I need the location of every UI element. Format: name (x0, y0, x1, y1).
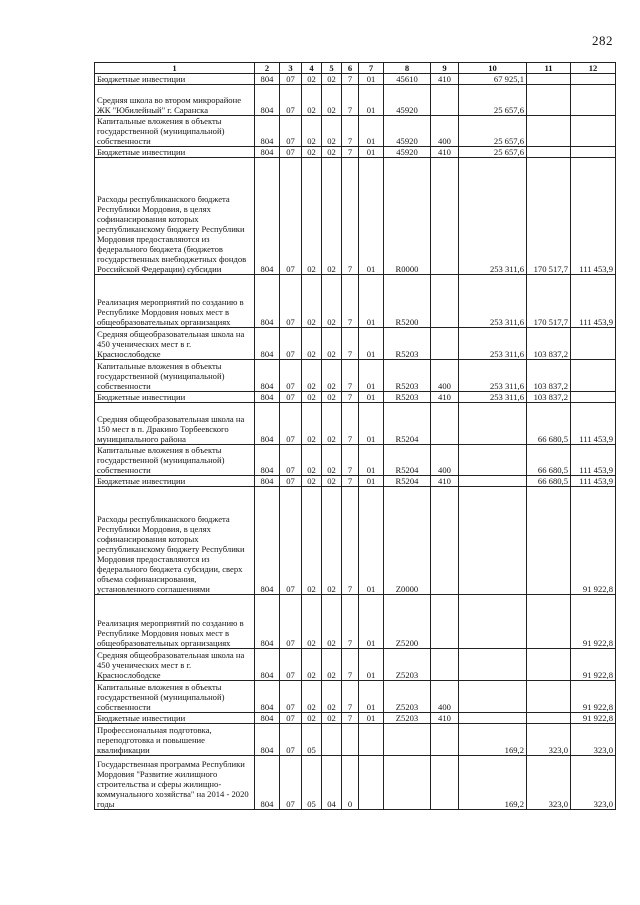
row-code: 07 (280, 487, 302, 595)
row-code: 05 (302, 756, 322, 810)
row-code (384, 724, 431, 756)
budget-table (94, 62, 616, 810)
row-code: 02 (322, 403, 342, 445)
row-name: Средняя общеобразовательная школа на 450 ученических мест в г. Краснослободске (95, 328, 255, 360)
row-code: 02 (322, 85, 342, 116)
row-name: Капитальные вложения в объекты государственной (муниципальной) собственности (95, 360, 255, 392)
row-value-2021 (571, 85, 616, 116)
row-code: Z5203 (384, 681, 431, 713)
row-code: 02 (322, 476, 342, 487)
row-code: R5203 (384, 328, 431, 360)
row-value-2020: 66 680,5 (527, 403, 571, 445)
row-code: 07 (280, 595, 302, 649)
row-code: 7 (342, 713, 359, 724)
table-row (95, 713, 616, 724)
row-code: 804 (255, 85, 280, 116)
row-code: 01 (359, 595, 384, 649)
row-code: 05 (302, 724, 322, 756)
row-value-2021 (571, 147, 616, 158)
row-code: 01 (359, 147, 384, 158)
page-number: 282 (592, 33, 613, 48)
row-code: 02 (302, 445, 322, 476)
row-code: 02 (322, 158, 342, 275)
row-code: 804 (255, 74, 280, 85)
row-code: 45920 (384, 116, 431, 147)
row-code: R5204 (384, 476, 431, 487)
row-code (431, 158, 459, 275)
row-code: 07 (280, 713, 302, 724)
table-body (95, 74, 616, 810)
table-row (95, 756, 616, 810)
row-value-2019: 253 311,6 (459, 392, 527, 403)
row-code (431, 85, 459, 116)
row-value-2020: 66 680,5 (527, 476, 571, 487)
row-code: R5203 (384, 360, 431, 392)
table-row (95, 328, 616, 360)
row-code (431, 403, 459, 445)
row-code: 02 (302, 116, 322, 147)
row-code: 07 (280, 476, 302, 487)
row-code: 804 (255, 756, 280, 810)
row-value-2020: 323,0 (527, 724, 571, 756)
row-code: 410 (431, 713, 459, 724)
row-code: 7 (342, 116, 359, 147)
row-code: 7 (342, 681, 359, 713)
table-row (95, 85, 616, 116)
row-code: 02 (302, 476, 322, 487)
row-code: R5204 (384, 445, 431, 476)
row-code: 02 (322, 74, 342, 85)
row-value-2020: 66 680,5 (527, 445, 571, 476)
row-code: 7 (342, 275, 359, 328)
row-value-2021: 91 922,8 (571, 595, 616, 649)
row-code: 01 (359, 85, 384, 116)
row-code: 01 (359, 360, 384, 392)
row-code: 804 (255, 158, 280, 275)
table-row (95, 487, 616, 595)
column-header: 8 (384, 63, 431, 74)
row-code: 07 (280, 724, 302, 756)
row-code: 410 (431, 476, 459, 487)
row-value-2019 (459, 445, 527, 476)
row-code: 02 (302, 392, 322, 403)
row-code: 804 (255, 487, 280, 595)
row-value-2019: 169,2 (459, 756, 527, 810)
row-code: 01 (359, 158, 384, 275)
row-code (431, 756, 459, 810)
row-code: 804 (255, 595, 280, 649)
row-code: 01 (359, 403, 384, 445)
row-value-2020: 323,0 (527, 756, 571, 810)
row-code: 804 (255, 116, 280, 147)
row-code: 07 (280, 158, 302, 275)
table-row (95, 74, 616, 85)
row-value-2021 (571, 328, 616, 360)
row-code: 7 (342, 487, 359, 595)
row-code (342, 724, 359, 756)
table-row (95, 595, 616, 649)
row-value-2021: 323,0 (571, 724, 616, 756)
row-value-2019 (459, 713, 527, 724)
row-value-2019 (459, 595, 527, 649)
table-row (95, 445, 616, 476)
row-code: 02 (322, 328, 342, 360)
table-row (95, 158, 616, 275)
row-value-2020 (527, 595, 571, 649)
row-code: 804 (255, 445, 280, 476)
row-value-2020: 103 837,2 (527, 360, 571, 392)
row-code: 02 (322, 595, 342, 649)
row-name: Расходы республиканского бюджета Республики Мордовия, в целях софинансирования которых республиканскому бюджету Республики Мордовия предоставляются из федерального бюджета субсидии, сверх объема софинансирования, установленного соглашениями (95, 487, 255, 595)
row-code: 02 (322, 392, 342, 403)
row-code: 804 (255, 147, 280, 158)
row-value-2020: 170 517,7 (527, 158, 571, 275)
row-code: 02 (302, 681, 322, 713)
row-value-2019: 25 657,6 (459, 147, 527, 158)
row-value-2021: 91 922,8 (571, 713, 616, 724)
row-code: 7 (342, 360, 359, 392)
row-code: 400 (431, 681, 459, 713)
column-header: 12 (571, 63, 616, 74)
table-row (95, 392, 616, 403)
column-header: 11 (527, 63, 571, 74)
row-code: 02 (322, 713, 342, 724)
row-code: 7 (342, 403, 359, 445)
table-row (95, 275, 616, 328)
row-code: 01 (359, 649, 384, 681)
row-code: 02 (302, 403, 322, 445)
table-row (95, 681, 616, 713)
row-code: 7 (342, 158, 359, 275)
row-name: Средняя общеобразовательная школа на 450 ученических мест в г. Краснослободске (95, 649, 255, 681)
column-header: 5 (322, 63, 342, 74)
row-value-2020: 170 517,7 (527, 275, 571, 328)
row-code: 804 (255, 360, 280, 392)
row-code: 07 (280, 649, 302, 681)
row-value-2021 (571, 116, 616, 147)
row-code: 804 (255, 328, 280, 360)
row-name: Государственная программа Республики Мордовия "Развитие жилищного строительства и сферы жилищно-коммунального хозяйства" на 2014 - 2020 годы (95, 756, 255, 810)
row-code (431, 487, 459, 595)
row-code: 02 (322, 275, 342, 328)
table-row (95, 147, 616, 158)
row-code: 07 (280, 403, 302, 445)
row-name: Бюджетные инвестиции (95, 147, 255, 158)
row-code (431, 724, 459, 756)
row-code: 02 (302, 85, 322, 116)
row-code: 02 (302, 158, 322, 275)
row-value-2019: 169,2 (459, 724, 527, 756)
row-name: Бюджетные инвестиции (95, 713, 255, 724)
row-code: 400 (431, 360, 459, 392)
table-row (95, 116, 616, 147)
row-code: R5200 (384, 275, 431, 328)
row-value-2019 (459, 487, 527, 595)
row-code (431, 595, 459, 649)
row-name: Капитальные вложения в объекты государственной (муниципальной) собственности (95, 681, 255, 713)
row-value-2020 (527, 85, 571, 116)
row-name: Капитальные вложения в объекты государственной (муниципальной) собственности (95, 445, 255, 476)
row-name: Расходы республиканского бюджета Республики Мордовия, в целях софинансирования которых республиканскому бюджету Республики Мордовия предоставляются из федерального бюджета (бюджетов государственных внебюджетных фондов Российской Федерации) субсидии (95, 158, 255, 275)
row-code: Z5203 (384, 649, 431, 681)
row-code: 02 (302, 487, 322, 595)
row-code (431, 328, 459, 360)
row-code (431, 649, 459, 681)
row-code: 02 (322, 147, 342, 158)
row-name: Бюджетные инвестиции (95, 392, 255, 403)
column-header: 6 (342, 63, 359, 74)
column-header: 1 (95, 63, 255, 74)
column-header: 7 (359, 63, 384, 74)
column-header: 4 (302, 63, 322, 74)
row-value-2019: 253 311,6 (459, 275, 527, 328)
row-code: 02 (302, 147, 322, 158)
row-code: 01 (359, 116, 384, 147)
row-value-2020: 103 837,2 (527, 328, 571, 360)
row-code (322, 724, 342, 756)
table-row (95, 403, 616, 445)
row-value-2021: 91 922,8 (571, 649, 616, 681)
row-code: 07 (280, 116, 302, 147)
row-code: 7 (342, 74, 359, 85)
row-value-2019 (459, 681, 527, 713)
table-row (95, 649, 616, 681)
column-header: 3 (280, 63, 302, 74)
row-code: 07 (280, 147, 302, 158)
row-code: 01 (359, 328, 384, 360)
row-code: 410 (431, 74, 459, 85)
row-code: 02 (302, 713, 322, 724)
row-code: 07 (280, 681, 302, 713)
row-code: 804 (255, 275, 280, 328)
table-row (95, 724, 616, 756)
row-value-2021: 111 453,9 (571, 403, 616, 445)
row-code: 02 (302, 74, 322, 85)
row-code: 02 (302, 595, 322, 649)
row-code: 45920 (384, 147, 431, 158)
row-code: 02 (322, 116, 342, 147)
row-name: Капитальные вложения в объекты государственной (муниципальной) собственности (95, 116, 255, 147)
row-code: 804 (255, 403, 280, 445)
row-code: 07 (280, 360, 302, 392)
row-value-2021: 91 922,8 (571, 487, 616, 595)
row-value-2020 (527, 116, 571, 147)
table-row (95, 360, 616, 392)
row-code: 400 (431, 445, 459, 476)
row-code: 02 (302, 275, 322, 328)
row-code: 02 (302, 360, 322, 392)
row-value-2021: 111 453,9 (571, 476, 616, 487)
row-value-2021 (571, 360, 616, 392)
row-code: 7 (342, 85, 359, 116)
row-code: 804 (255, 392, 280, 403)
row-value-2019: 25 657,6 (459, 85, 527, 116)
row-value-2021: 323,0 (571, 756, 616, 810)
row-value-2021: 111 453,9 (571, 275, 616, 328)
row-code: 01 (359, 713, 384, 724)
row-code: 07 (280, 756, 302, 810)
row-code: 01 (359, 74, 384, 85)
row-name: Средняя школа во втором микрорайоне ЖК "Юбилейный" г. Саранска (95, 85, 255, 116)
row-value-2020 (527, 74, 571, 85)
column-header: 2 (255, 63, 280, 74)
row-code (359, 724, 384, 756)
row-code: 02 (322, 487, 342, 595)
row-value-2020 (527, 649, 571, 681)
row-value-2019: 67 925,1 (459, 74, 527, 85)
row-code: 01 (359, 476, 384, 487)
header-row (95, 63, 616, 74)
row-code: 01 (359, 275, 384, 328)
row-code: 07 (280, 275, 302, 328)
row-value-2019: 253 311,6 (459, 360, 527, 392)
row-value-2019 (459, 649, 527, 681)
row-code: 7 (342, 392, 359, 403)
row-code: 804 (255, 724, 280, 756)
row-value-2019 (459, 476, 527, 487)
row-value-2020 (527, 681, 571, 713)
row-value-2020 (527, 713, 571, 724)
row-value-2021: 91 922,8 (571, 681, 616, 713)
row-code: R5203 (384, 392, 431, 403)
row-code: Z0000 (384, 487, 431, 595)
row-code (431, 275, 459, 328)
row-code (384, 756, 431, 810)
row-name: Бюджетные инвестиции (95, 74, 255, 85)
row-code: 02 (302, 328, 322, 360)
row-code: 04 (322, 756, 342, 810)
row-code: 804 (255, 681, 280, 713)
row-code: 804 (255, 476, 280, 487)
row-code: 804 (255, 649, 280, 681)
row-code: 45920 (384, 85, 431, 116)
row-code: 07 (280, 392, 302, 403)
row-name: Профессиональная подготовка, переподготовка и повышение квалификации (95, 724, 255, 756)
row-code (359, 756, 384, 810)
row-code: 01 (359, 392, 384, 403)
row-code: 02 (322, 649, 342, 681)
row-code: Z5203 (384, 713, 431, 724)
row-value-2020 (527, 147, 571, 158)
row-code: R0000 (384, 158, 431, 275)
row-code: 02 (322, 445, 342, 476)
row-code: 7 (342, 476, 359, 487)
row-name: Реализация мероприятий по созданию в Республике Мордовия новых мест в общеобразовательных организациях (95, 275, 255, 328)
row-name: Реализация мероприятий по созданию в Республике Мордовия новых мест в общеобразовательных организациях (95, 595, 255, 649)
table-row (95, 476, 616, 487)
row-code: 07 (280, 85, 302, 116)
row-code: 410 (431, 392, 459, 403)
row-name: Бюджетные инвестиции (95, 476, 255, 487)
row-code: 07 (280, 445, 302, 476)
row-code: Z5200 (384, 595, 431, 649)
row-code: 01 (359, 681, 384, 713)
row-value-2021 (571, 74, 616, 85)
row-code: 07 (280, 328, 302, 360)
row-code: 7 (342, 445, 359, 476)
row-value-2021: 111 453,9 (571, 158, 616, 275)
row-code: 02 (322, 360, 342, 392)
row-code: 410 (431, 147, 459, 158)
row-code: 45610 (384, 74, 431, 85)
row-value-2019: 253 311,6 (459, 158, 527, 275)
row-value-2021: 111 453,9 (571, 445, 616, 476)
row-name: Средняя общеобразовательная школа на 150 мест в п. Дракино Торбеевского муниципального района (95, 403, 255, 445)
row-code: 02 (322, 681, 342, 713)
row-code: R5204 (384, 403, 431, 445)
row-value-2020 (527, 487, 571, 595)
row-code: 7 (342, 328, 359, 360)
row-value-2021 (571, 392, 616, 403)
row-code: 02 (302, 649, 322, 681)
row-code: 7 (342, 649, 359, 681)
row-value-2019: 25 657,6 (459, 116, 527, 147)
row-value-2019: 253 311,6 (459, 328, 527, 360)
row-code: 400 (431, 116, 459, 147)
row-value-2020: 103 837,2 (527, 392, 571, 403)
column-header: 9 (431, 63, 459, 74)
row-code: 0 (342, 756, 359, 810)
row-code: 7 (342, 595, 359, 649)
row-code: 07 (280, 74, 302, 85)
row-code: 01 (359, 487, 384, 595)
row-code: 01 (359, 445, 384, 476)
column-header: 10 (459, 63, 527, 74)
row-code: 7 (342, 147, 359, 158)
row-code: 804 (255, 713, 280, 724)
row-value-2019 (459, 403, 527, 445)
